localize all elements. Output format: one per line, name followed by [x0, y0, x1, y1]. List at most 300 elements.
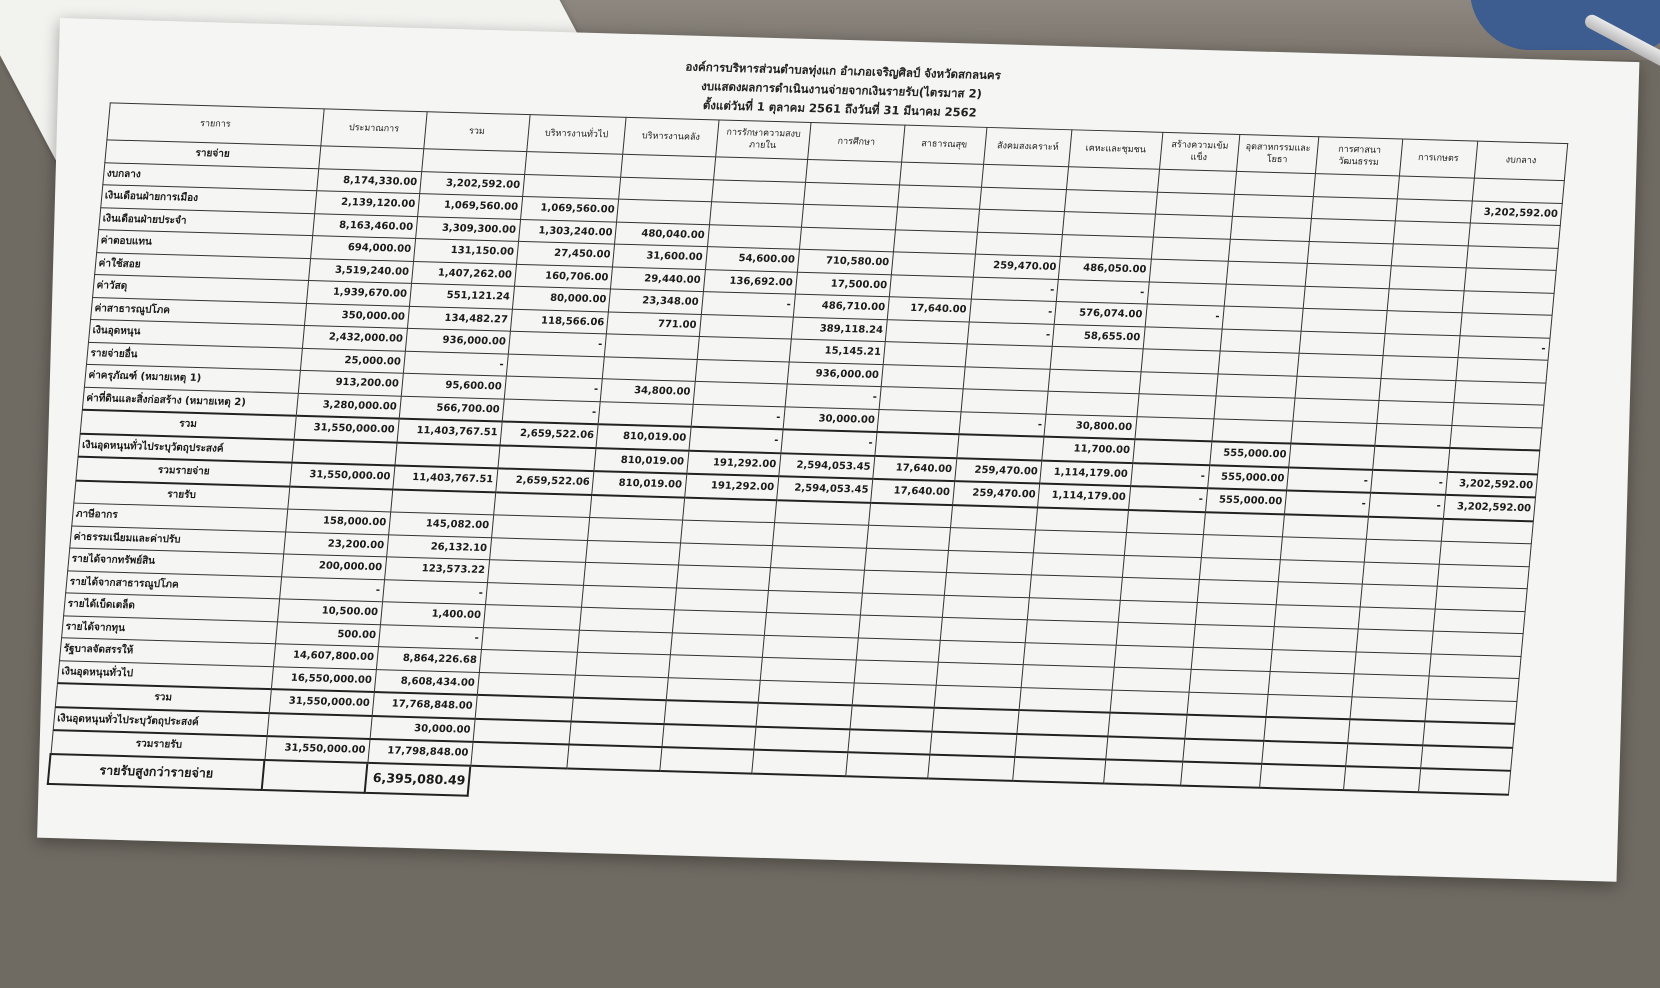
table-cell — [1143, 326, 1222, 351]
table-cell: - — [502, 399, 601, 425]
table-cell — [1065, 189, 1157, 214]
table-cell — [1212, 418, 1293, 443]
table-cell — [1122, 555, 1201, 580]
table-cell: 3,202,592.00 — [1470, 201, 1562, 226]
table-cell — [1147, 282, 1226, 307]
table-cell — [1429, 654, 1521, 679]
table-cell — [1036, 507, 1128, 532]
table-cell — [481, 627, 580, 652]
table-cell: - — [959, 411, 1047, 436]
table-cell — [1226, 261, 1307, 286]
table-cell — [1201, 535, 1282, 560]
table-cell — [1120, 577, 1199, 602]
table-cell — [774, 500, 870, 526]
row-label: รายจ่ายอื่น — [86, 342, 302, 370]
table-cell — [1462, 290, 1554, 315]
table-cell — [1433, 609, 1525, 634]
table-cell: 555,000.00 — [1207, 465, 1288, 491]
table-cell: 15,145.21 — [789, 339, 885, 364]
table-cell — [668, 655, 762, 680]
table-cell: 1,939,670.00 — [307, 281, 412, 306]
table-cell — [946, 550, 1034, 575]
table-cell: 134,482.27 — [407, 306, 512, 331]
table-cell — [856, 638, 940, 663]
table-cell — [477, 672, 576, 698]
table-cell — [1049, 369, 1141, 394]
table-cell — [977, 209, 1065, 234]
table-cell — [492, 515, 591, 540]
table-cell: 555,000.00 — [1205, 488, 1286, 514]
table-cell: 259,470.00 — [973, 254, 1061, 279]
row-label: งบกลาง — [102, 162, 318, 190]
table-cell — [1301, 308, 1387, 333]
table-cell — [599, 401, 693, 427]
table-cell — [1268, 672, 1354, 697]
table-cell: 810,019.00 — [594, 448, 688, 474]
table-cell: 2,139,120.00 — [315, 191, 420, 216]
table-cell: 145,082.00 — [389, 512, 494, 537]
column-header: อุตสาหกรรมและโยธา — [1236, 134, 1319, 173]
table-cell — [1114, 645, 1193, 670]
table-cell: 191,292.00 — [684, 474, 778, 500]
table-cell — [1274, 604, 1360, 629]
table-cell — [319, 146, 424, 171]
table-cell: - — [971, 277, 1059, 302]
table-cell — [764, 612, 860, 637]
table-cell — [883, 342, 967, 367]
table-cell: - — [1370, 469, 1447, 495]
table-cell — [927, 755, 1015, 781]
table-cell — [666, 677, 760, 703]
table-cell — [1024, 642, 1116, 667]
table-cell — [1272, 627, 1358, 652]
table-cell: 136,692.00 — [703, 269, 797, 294]
table-cell — [523, 174, 622, 199]
table-cell — [1437, 564, 1529, 589]
table-cell — [487, 560, 586, 585]
table-cell — [770, 545, 866, 570]
row-label: เงินเดือนฝ่ายประจำ — [98, 207, 314, 235]
table-cell — [1358, 607, 1435, 632]
table-cell — [1028, 597, 1120, 622]
table-cell — [699, 314, 793, 339]
table-cell: 34,800.00 — [601, 379, 695, 404]
table-cell: 17,640.00 — [871, 479, 955, 505]
table-cell: 11,700.00 — [1042, 437, 1134, 463]
table-cell — [1270, 649, 1356, 674]
table-cell — [1199, 557, 1280, 582]
table-cell — [1228, 239, 1309, 264]
table-cell — [1153, 214, 1232, 239]
table-cell — [1385, 311, 1462, 336]
table-cell: 555,000.00 — [1210, 441, 1291, 467]
table-cell: 31,550,000.00 — [269, 689, 374, 715]
table-cell — [1364, 539, 1441, 564]
table-cell — [1020, 687, 1112, 712]
org-name: องค์การบริหารส่วนตำบลทุ่งแก อำเภอเจริญศิลป์ จังหวัดสกลนคร — [684, 59, 1002, 83]
table-cell — [1182, 738, 1263, 764]
table-cell — [768, 568, 864, 593]
row-label: ค่าวัสดุ — [92, 275, 308, 303]
table-cell: 576,074.00 — [1055, 301, 1147, 326]
table-cell — [1105, 736, 1184, 762]
table-cell: 566,700.00 — [399, 396, 504, 422]
table-cell — [1313, 174, 1399, 199]
table-cell: 2,432,000.00 — [302, 325, 407, 350]
table-cell — [1189, 669, 1270, 694]
column-header: ประมาณการ — [321, 109, 427, 149]
table-cell — [662, 724, 756, 750]
table-cell — [1468, 223, 1560, 248]
table-cell: 259,470.00 — [954, 458, 1042, 484]
table-cell — [709, 202, 803, 227]
table-cell — [1266, 694, 1352, 719]
column-header: เคหะและชุมชน — [1069, 130, 1162, 169]
table-cell — [682, 497, 776, 523]
table-cell — [1197, 580, 1278, 605]
table-cell — [1289, 444, 1375, 470]
table-cell: 131,150.00 — [414, 239, 519, 264]
row-label: ค่าตอบแทน — [96, 230, 312, 258]
table-cell — [1282, 514, 1368, 539]
table-cell — [676, 565, 770, 590]
table-cell — [586, 540, 680, 565]
table-cell: 694,000.00 — [311, 236, 416, 261]
table-cell — [1356, 629, 1433, 654]
table-cell — [1214, 396, 1295, 421]
table-cell — [697, 336, 791, 361]
table-cell — [483, 605, 582, 630]
table-cell — [1309, 219, 1395, 244]
column-header: บริหารงานคลัง — [623, 117, 719, 156]
table-cell — [1262, 740, 1348, 766]
table-cell — [867, 525, 951, 550]
table-cell: 23,200.00 — [284, 532, 389, 557]
table-cell: 17,640.00 — [873, 455, 957, 481]
table-cell — [865, 548, 949, 573]
table-cell — [1387, 288, 1464, 313]
table-cell — [1015, 734, 1107, 760]
section-label: รายจ่าย — [104, 140, 320, 168]
table-cell — [900, 162, 984, 187]
table-cell: 123,573.22 — [385, 557, 490, 582]
table-cell — [760, 657, 856, 682]
column-header: รายการ — [106, 103, 324, 146]
table-cell — [772, 523, 868, 548]
row-label: รายได้จากสาธารณูปโภค — [65, 570, 281, 598]
row-label: รายได้จากทุน — [61, 615, 277, 643]
table-cell — [1134, 416, 1213, 441]
table-cell — [1293, 398, 1379, 423]
table-cell — [569, 721, 663, 747]
table-cell — [1441, 518, 1533, 543]
table-cell — [1423, 721, 1515, 747]
table-cell: - — [508, 331, 607, 356]
table-cell — [292, 439, 397, 465]
table-cell — [879, 387, 963, 412]
table-cell — [1137, 394, 1216, 419]
table-cell — [1191, 647, 1272, 672]
table-cell: - — [1128, 486, 1207, 512]
table-cell: - — [967, 321, 1055, 346]
table-cell — [525, 152, 624, 177]
table-cell — [1216, 373, 1297, 398]
table-cell: - — [1287, 467, 1373, 493]
row-label: ค่าใช้สอย — [94, 252, 310, 280]
table-cell — [981, 164, 1069, 189]
table-cell: 2,594,053.45 — [779, 453, 875, 479]
table-cell — [479, 650, 578, 675]
table-cell — [1381, 356, 1458, 381]
table-cell — [754, 726, 850, 752]
table-cell: - — [785, 384, 881, 409]
table-cell: 26,132.10 — [387, 534, 492, 559]
surplus-label: รายรับสูงกว่ารายจ่าย — [48, 754, 265, 790]
table-cell: 259,470.00 — [952, 481, 1040, 507]
column-header: สาธารณสุข — [902, 125, 987, 164]
table-cell: 8,174,330.00 — [317, 168, 422, 193]
table-cell: 95,600.00 — [401, 373, 506, 398]
table-cell — [1464, 268, 1556, 293]
table-cell — [752, 750, 848, 776]
table-cell: 1,114,179.00 — [1038, 484, 1130, 510]
table-cell: 710,580.00 — [797, 249, 893, 274]
table-cell — [584, 562, 678, 587]
table-cell — [695, 359, 789, 384]
row-label: เงินอุดหนุนทั่วไป — [57, 660, 273, 689]
table-cell — [944, 572, 1032, 597]
row-label: รวม — [55, 683, 272, 712]
table-cell — [1149, 259, 1228, 284]
table-cell — [1051, 346, 1143, 371]
table-cell — [1352, 674, 1429, 699]
table-cell — [936, 662, 1024, 687]
table-cell — [934, 685, 1022, 710]
table-cell: 3,309,300.00 — [416, 216, 521, 241]
table-cell: 17,768,848.00 — [372, 692, 477, 718]
table-cell: - — [403, 351, 508, 376]
table-cell — [674, 587, 768, 612]
table-cell: 11,403,767.51 — [393, 466, 498, 492]
table-cell — [1030, 575, 1122, 600]
table-cell — [619, 177, 713, 202]
table-cell — [1354, 651, 1431, 676]
table-cell — [1264, 717, 1350, 743]
table-cell: - — [382, 579, 487, 604]
table-cell — [1345, 743, 1422, 769]
table-cell: 80,000.00 — [512, 286, 611, 311]
table-cell — [1067, 167, 1159, 192]
table-cell: 16,550,000.00 — [271, 666, 376, 692]
row-label: เงินอุดหนุนทั่วไประบุวัตถุประสงค์ — [53, 707, 270, 736]
table-cell — [678, 543, 772, 568]
table-cell — [848, 729, 932, 755]
table-cell — [961, 389, 1049, 414]
table-cell — [758, 680, 854, 706]
table-cell — [1110, 690, 1189, 715]
table-cell — [877, 409, 961, 434]
table-cell — [576, 652, 670, 677]
table-cell — [1350, 696, 1427, 721]
row-label: เงินเดือนฝ่ายการเมือง — [100, 185, 316, 213]
table-cell — [1013, 757, 1105, 783]
table-cell — [799, 227, 895, 252]
row-label: ภาษีอากร — [71, 503, 287, 531]
table-cell: 350,000.00 — [304, 303, 409, 328]
table-cell — [1343, 766, 1420, 792]
table-cell — [1139, 371, 1218, 396]
table-cell — [471, 742, 570, 768]
table-cell — [1193, 624, 1274, 649]
table-cell — [1379, 378, 1456, 403]
table-cell: - — [1145, 304, 1224, 329]
row-label: รวมรายจ่าย — [75, 457, 292, 486]
table-cell: 11,403,767.51 — [397, 419, 502, 445]
table-cell — [1456, 358, 1548, 383]
table-cell: 31,550,000.00 — [265, 736, 370, 762]
row-label: เงินอุดหนุนทั่วไประบุวัตถุประสงค์ — [78, 433, 295, 462]
table-cell — [1187, 692, 1268, 717]
section-label: รายรับ — [73, 480, 289, 509]
table-cell — [1303, 286, 1389, 311]
table-cell — [938, 640, 1026, 665]
table-cell — [1452, 403, 1544, 428]
table-cell — [1132, 439, 1211, 465]
table-cell — [1360, 584, 1437, 609]
table-cell: 2,659,522.06 — [500, 422, 599, 448]
table-cell: 30,000.00 — [783, 406, 879, 432]
document-page — [37, 18, 1639, 882]
table-cell: - — [1368, 493, 1445, 519]
table-cell: 160,706.00 — [514, 264, 613, 289]
column-header: การรักษาความสงบภายใน — [715, 120, 811, 159]
table-cell — [1439, 541, 1531, 566]
table-cell — [1460, 313, 1552, 338]
table-cell — [875, 432, 959, 458]
table-cell — [805, 159, 901, 184]
table-cell — [854, 660, 938, 685]
table-cell — [1116, 622, 1195, 647]
table-cell — [1305, 263, 1391, 288]
table-cell: - — [280, 576, 385, 601]
column-header: สังคมสงเคราะห์ — [983, 127, 1072, 166]
table-cell — [1112, 667, 1191, 692]
table-cell — [1311, 196, 1397, 221]
table-cell: 1,069,560.00 — [418, 194, 523, 219]
table-cell — [852, 682, 936, 707]
table-cell: 486,710.00 — [793, 294, 889, 319]
table-cell: 551,121.24 — [409, 283, 514, 308]
table-cell: 1,407,262.00 — [411, 261, 516, 286]
table-cell — [1195, 602, 1276, 627]
document-content — [45, 42, 1573, 841]
table-cell: - — [378, 624, 483, 649]
table-cell — [572, 698, 666, 724]
table-cell — [1431, 631, 1523, 656]
table-cell — [975, 232, 1063, 257]
table-cell — [801, 204, 897, 229]
table-cell: - — [969, 299, 1057, 324]
table-cell — [932, 708, 1020, 734]
table-cell: 158,000.00 — [286, 509, 391, 534]
row-label: รวม — [80, 410, 297, 439]
table-cell — [1157, 169, 1236, 194]
table-cell — [1420, 745, 1512, 771]
table-cell — [1366, 516, 1443, 541]
table-cell — [1372, 446, 1449, 472]
table-cell — [590, 495, 684, 521]
table-cell — [1472, 178, 1564, 203]
table-cell — [395, 442, 500, 468]
table-cell — [707, 224, 801, 249]
table-cell — [948, 528, 1036, 553]
table-cell — [1063, 212, 1155, 237]
row-label: ค่าธรรมเนียมและค่าปรับ — [69, 526, 285, 554]
table-cell — [1126, 510, 1205, 535]
table-cell: 31,550,000.00 — [294, 416, 399, 442]
table-cell — [1297, 353, 1383, 378]
table-cell — [1232, 194, 1313, 219]
table-cell — [1061, 234, 1153, 259]
table-cell — [1450, 425, 1542, 450]
row-label: รัฐบาลจัดสรรให้ — [59, 638, 275, 666]
table-cell — [603, 356, 697, 381]
table-cell — [950, 505, 1038, 530]
table-cell: 8,163,460.00 — [313, 213, 418, 238]
table-cell: 3,280,000.00 — [296, 393, 401, 419]
table-cell — [1291, 421, 1377, 446]
table-cell — [1230, 216, 1311, 241]
table-cell: - — [691, 404, 785, 430]
table-cell — [1375, 423, 1452, 448]
table-cell — [1454, 380, 1546, 405]
table-cell — [1218, 351, 1299, 376]
table-cell — [1107, 713, 1186, 739]
table-cell: 936,000.00 — [787, 361, 883, 386]
table-cell: 17,640.00 — [887, 297, 971, 322]
table-cell: 200,000.00 — [282, 554, 387, 579]
table-cell — [578, 630, 672, 655]
table-cell — [1022, 665, 1114, 690]
table-cell: 2,594,053.45 — [776, 476, 872, 502]
table-cell — [896, 207, 980, 232]
table-cell — [489, 537, 588, 562]
table-cell — [846, 752, 930, 778]
table-cell — [1203, 512, 1284, 537]
table-cell: 30,800.00 — [1044, 414, 1136, 439]
table-cell — [894, 229, 978, 254]
table-cell — [288, 486, 393, 512]
table-cell — [1185, 715, 1266, 741]
table-cell — [1435, 586, 1527, 611]
table-cell: - — [781, 429, 877, 455]
row-label: ค่าครุภัณฑ์ (หมายเหตุ 1) — [84, 364, 300, 392]
table-cell — [898, 185, 982, 210]
table-cell: 30,000.00 — [370, 715, 475, 741]
table-cell — [1348, 719, 1425, 745]
table-cell — [957, 434, 1045, 460]
column-header: รวม — [424, 112, 530, 152]
report-table — [47, 102, 1569, 825]
row-label: รายได้จากทรัพย์สิน — [67, 548, 283, 576]
row-label: รวมรายรับ — [51, 730, 268, 759]
report-period: ตั้งแต่วันที่ 1 ตุลาคม 2561 ถึงวันที่ 31 มีนาคม 2562 — [702, 98, 978, 120]
table-cell — [1260, 764, 1346, 790]
table-cell: 936,000.00 — [405, 328, 510, 353]
column-header: สร้างความเข้มแข็ง — [1159, 132, 1240, 171]
table-cell: 10,500.00 — [278, 599, 383, 624]
table-cell — [1362, 562, 1439, 587]
